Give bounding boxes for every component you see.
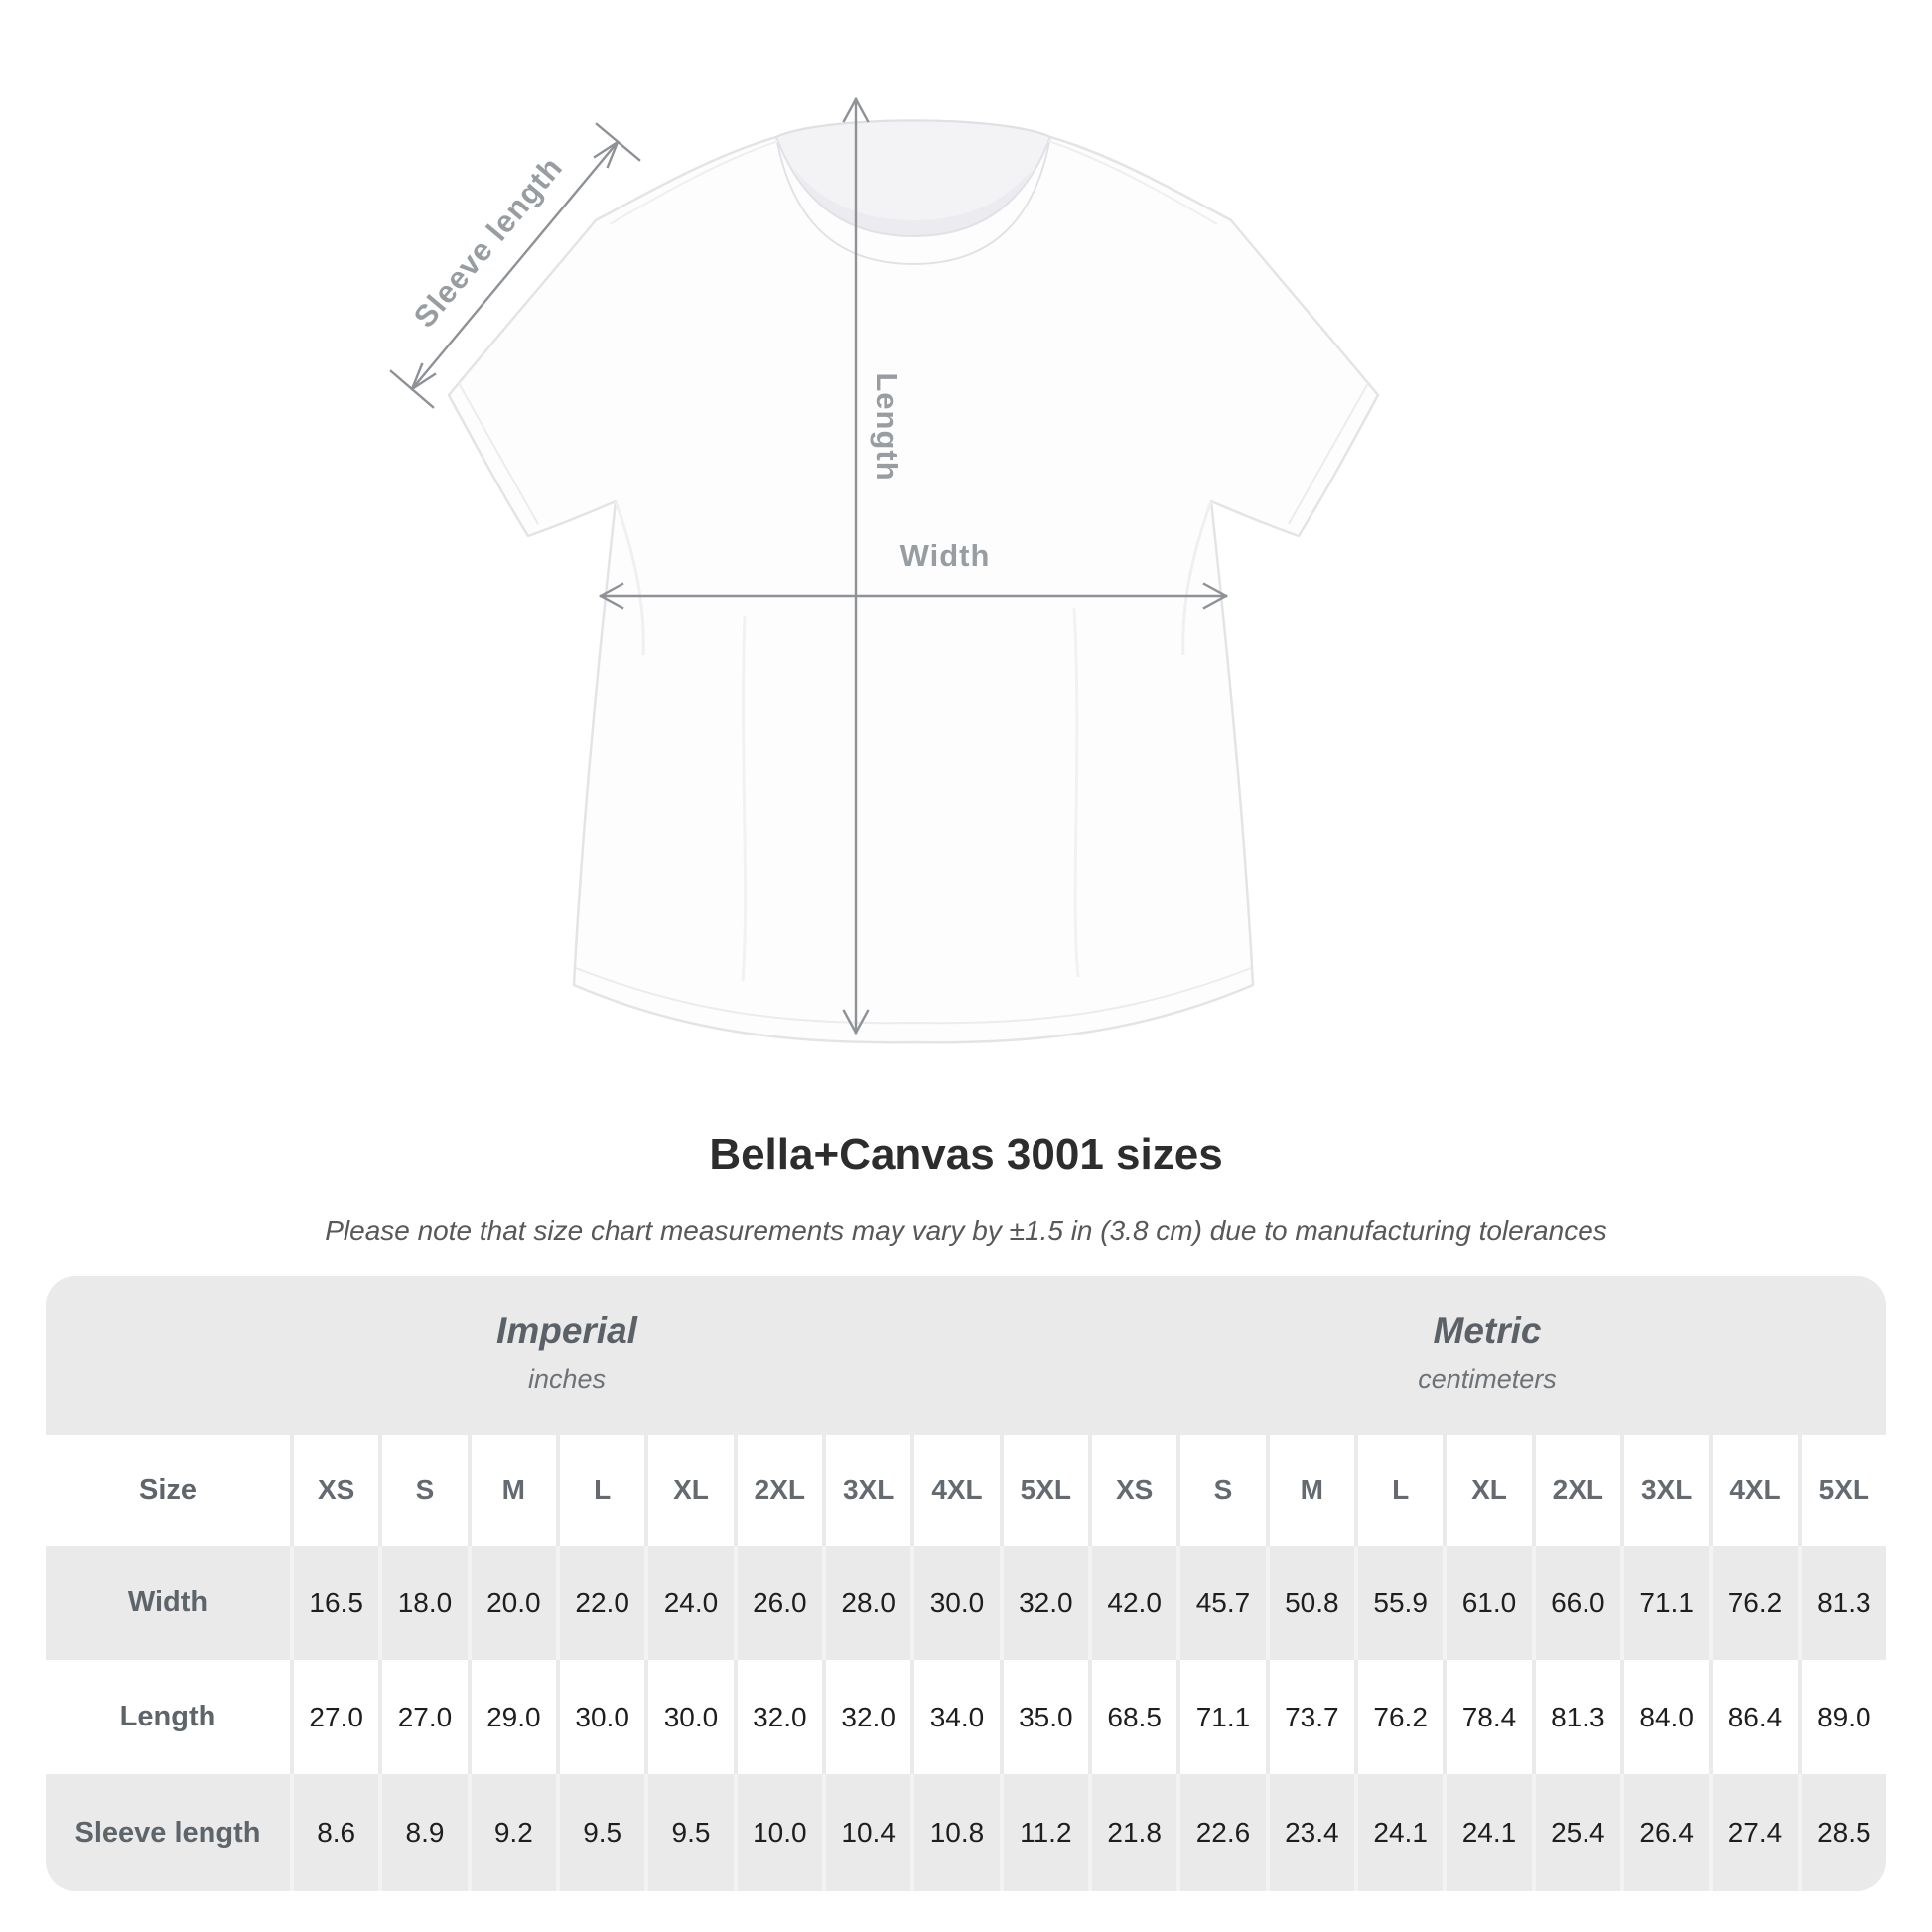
sleeve-length-cell: 9.5 [648,1774,733,1891]
length-cell: 68.5 [1092,1660,1176,1774]
length-cell: 34.0 [914,1660,999,1774]
size-header-imperial-xl: XL [648,1435,733,1546]
size-header-metric-s: S [1180,1435,1265,1546]
size-header-metric-m: M [1270,1435,1354,1546]
width-cell: 26.0 [738,1546,822,1660]
width-cell: 20.0 [472,1546,556,1660]
length-cell: 35.0 [1004,1660,1088,1774]
length-cell: 86.4 [1713,1660,1797,1774]
unit-group-imperial [46,1276,1088,1435]
sleeve-length-cell: 25.4 [1536,1774,1620,1891]
sleeve-length-cell: 9.2 [472,1774,556,1891]
width-cell: 30.0 [914,1546,999,1660]
length-cell: 27.0 [382,1660,467,1774]
unit-group-imperial-units: inches [527,1363,607,1394]
sleeve-length-cell: 21.8 [1092,1774,1176,1891]
row-label-width: Width [46,1546,290,1660]
size-header-metric-5xl: 5XL [1802,1435,1886,1546]
width-label: Width [899,538,991,573]
sleeve-length-cell: 28.5 [1802,1774,1886,1891]
size-header-metric-xs: XS [1092,1435,1176,1546]
table-row-length [46,1660,1886,1774]
width-cell: 71.1 [1624,1546,1709,1660]
length-cell: 73.7 [1270,1660,1354,1774]
width-cell: 24.0 [648,1546,733,1660]
sleeve-length-cell: 8.9 [382,1774,467,1891]
length-cell: 32.0 [826,1660,910,1774]
unit-group-metric [1088,1276,1886,1435]
sleeve-length-label: Sleeve length [406,149,570,335]
width-cell: 81.3 [1802,1546,1886,1660]
length-cell: 89.0 [1802,1660,1886,1774]
size-header-metric-4xl: 4XL [1713,1435,1797,1546]
length-cell: 32.0 [738,1660,822,1774]
size-header-metric-2xl: 2XL [1536,1435,1620,1546]
sleeve-length-cell: 10.8 [914,1774,999,1891]
sleeve-length-cell: 10.0 [738,1774,822,1891]
width-cell: 50.8 [1270,1546,1354,1660]
size-header-imperial-s: S [382,1435,467,1546]
size-header-imperial-5xl: 5XL [1004,1435,1088,1546]
length-cell: 84.0 [1624,1660,1709,1774]
length-label: Length [870,372,904,482]
width-cell: 45.7 [1180,1546,1265,1660]
size-header-metric-3xl: 3XL [1624,1435,1709,1546]
length-cell: 29.0 [472,1660,556,1774]
width-cell: 22.0 [560,1546,644,1660]
sleeve-length-cell: 23.4 [1270,1774,1354,1891]
size-header-imperial-xs: XS [294,1435,378,1546]
page-title: Bella+Canvas 3001 sizes [709,1130,1223,1178]
length-cell: 71.1 [1180,1660,1265,1774]
unit-group-metric-units: centimeters [1418,1363,1557,1394]
unit-group-row [46,1276,1886,1435]
length-cell: 81.3 [1536,1660,1620,1774]
unit-group-metric-label: Metric [1433,1310,1542,1351]
size-table [46,1276,1886,1891]
page-subtitle: Please note that size chart measurements may vary by ±1.5 in (3.8 cm) due to manufacturing tolerances [325,1215,1607,1246]
sleeve-length-cell: 24.1 [1447,1774,1531,1891]
size-header-row [46,1435,1886,1546]
width-cell: 28.0 [826,1546,910,1660]
sleeve-length-cell: 22.6 [1180,1774,1265,1891]
col-header-size: Size [46,1435,290,1546]
table-row-width [46,1546,1886,1660]
size-header-imperial-l: L [560,1435,644,1546]
size-header-imperial-m: M [472,1435,556,1546]
width-cell: 18.0 [382,1546,467,1660]
length-cell: 78.4 [1447,1660,1531,1774]
width-cell: 76.2 [1713,1546,1797,1660]
sleeve-length-cell: 11.2 [1004,1774,1088,1891]
table-row-sleeve-length [46,1774,1886,1891]
sleeve-length-cell: 24.1 [1358,1774,1443,1891]
length-cell: 27.0 [294,1660,378,1774]
size-header-imperial-2xl: 2XL [738,1435,822,1546]
width-cell: 42.0 [1092,1546,1176,1660]
sleeve-length-cell: 26.4 [1624,1774,1709,1891]
width-cell: 32.0 [1004,1546,1088,1660]
width-cell: 66.0 [1536,1546,1620,1660]
size-header-metric-l: L [1358,1435,1443,1546]
sleeve-length-cell: 9.5 [560,1774,644,1891]
length-cell: 76.2 [1358,1660,1443,1774]
width-cell: 16.5 [294,1546,378,1660]
row-label-sleeve-length: Sleeve length [46,1774,290,1891]
sleeve-length-cell: 10.4 [826,1774,910,1891]
length-cell: 30.0 [648,1660,733,1774]
row-label-length: Length [46,1660,290,1774]
sleeve-length-cell: 8.6 [294,1774,378,1891]
sleeve-length-cell: 27.4 [1713,1774,1797,1891]
width-cell: 61.0 [1447,1546,1531,1660]
width-cell: 55.9 [1358,1546,1443,1660]
size-header-imperial-3xl: 3XL [826,1435,910,1546]
size-header-imperial-4xl: 4XL [914,1435,999,1546]
size-header-metric-xl: XL [1447,1435,1531,1546]
length-cell: 30.0 [560,1660,644,1774]
unit-group-imperial-label: Imperial [496,1310,637,1351]
